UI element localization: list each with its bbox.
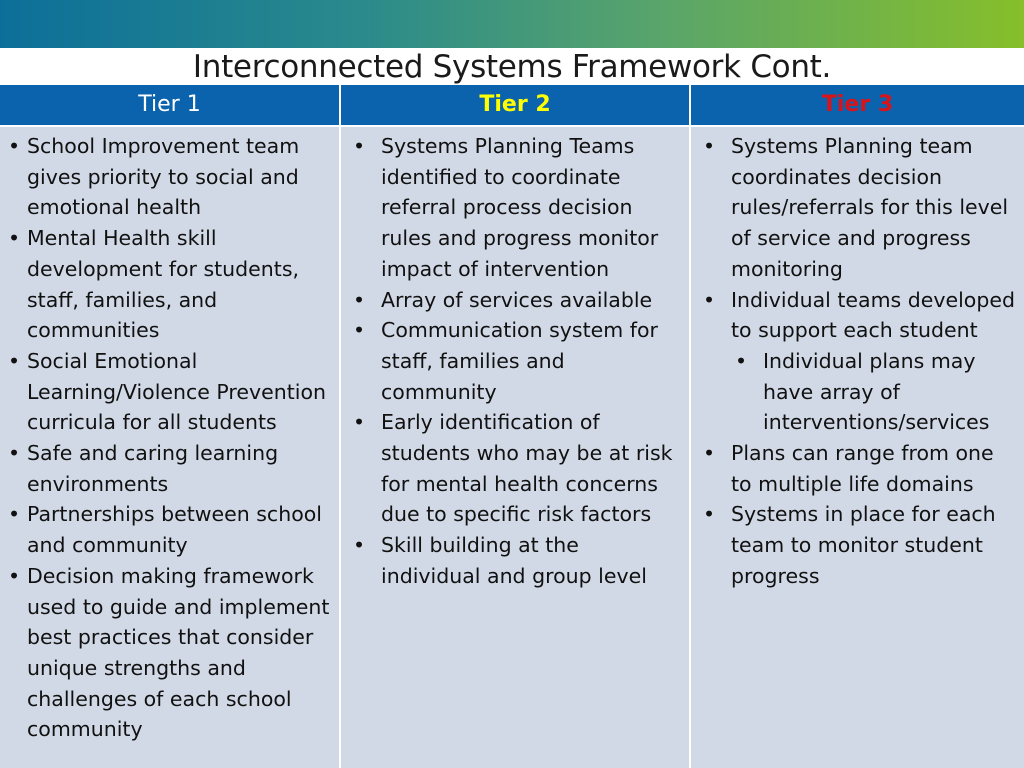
tier-3-cell <box>691 127 1024 768</box>
list-item-text: Decision making framework used to guide and implement best practices that consider unique strengths and challenges of each school community <box>27 563 330 742</box>
list-item <box>699 499 1018 591</box>
list-item <box>8 438 333 499</box>
list-item-text: Array of services available <box>381 287 653 312</box>
list-item <box>8 561 333 745</box>
bullet-icon: • <box>353 533 366 558</box>
list-item-text: Systems in place for each team to monitor student progress <box>731 502 996 588</box>
list-item <box>699 285 1018 439</box>
list-item-text: Plans can range from one to multiple life domains <box>731 441 994 496</box>
list-item-text: Partnerships between school and community <box>27 502 322 558</box>
tier-1-cell <box>0 127 341 768</box>
list-item <box>8 131 333 223</box>
list-item <box>349 315 683 407</box>
bullet-icon: • <box>353 410 366 435</box>
bullet-icon: • <box>8 441 21 466</box>
tier-3-sublist <box>731 346 1018 438</box>
slide-title: Interconnected Systems Framework Cont. <box>192 49 832 85</box>
bullet-icon: • <box>8 134 21 158</box>
list-item-text: Skill building at the individual and group level <box>381 533 647 588</box>
bullet-icon: • <box>8 348 21 373</box>
table-header-row <box>0 85 1024 125</box>
sub-list-item <box>731 346 1018 438</box>
bullet-icon: • <box>8 563 21 588</box>
list-item-text: School Improvement team gives priority to social and emotional health <box>27 134 300 220</box>
list-item <box>699 131 1018 285</box>
bullet-icon: • <box>353 287 366 312</box>
list-item <box>349 530 683 591</box>
list-item <box>349 285 683 316</box>
table-body-row <box>0 127 1024 768</box>
sub-list-item-text: Individual plans may have array of interventions/services <box>763 348 990 435</box>
bullet-icon: • <box>703 502 716 527</box>
list-item-text: Safe and caring learning environments <box>27 441 279 496</box>
list-item-text: Systems Planning Teams identified to coordinate referral process decision rules and progress monitor impact of intervention <box>381 134 659 281</box>
list-item-text: Early identification of students who may be at risk for mental health concerns due to specific risk factors <box>381 410 673 527</box>
bullet-icon: • <box>735 348 748 373</box>
bullet-icon: • <box>703 134 716 158</box>
bullet-icon: • <box>353 134 366 158</box>
tier-3-list <box>699 131 1018 592</box>
header-tier-3: Tier 3 <box>691 85 1024 125</box>
list-item-text: Individual teams developed to support each student <box>731 287 1015 343</box>
bullet-icon: • <box>353 318 366 343</box>
bullet-icon: • <box>8 502 21 527</box>
list-item-text: Mental Health skill development for students, staff, families, and communities <box>27 226 300 343</box>
top-banner <box>0 0 1024 48</box>
header-tier-2: Tier 2 <box>341 85 691 125</box>
bullet-icon: • <box>703 287 716 312</box>
list-item <box>349 407 683 530</box>
tiers-table <box>0 85 1024 768</box>
bullet-icon: • <box>703 441 716 466</box>
bullet-icon: • <box>8 226 21 251</box>
list-item-text: Systems Planning team coordinates decision rules/referrals for this level of service and progress monitoring <box>731 134 1009 281</box>
list-item-text: Social Emotional Learning/Violence Prevention curricula for all students <box>27 348 327 435</box>
list-item <box>8 499 333 560</box>
list-item <box>8 346 333 438</box>
tier-2-cell <box>341 127 691 768</box>
list-item-text: Communication system for staff, families and community <box>381 318 658 404</box>
list-item <box>699 438 1018 499</box>
list-item <box>349 131 683 285</box>
header-tier-1: Tier 1 <box>0 85 341 125</box>
tier-2-list <box>349 131 683 592</box>
tier-1-list <box>8 131 333 745</box>
list-item <box>8 223 333 346</box>
